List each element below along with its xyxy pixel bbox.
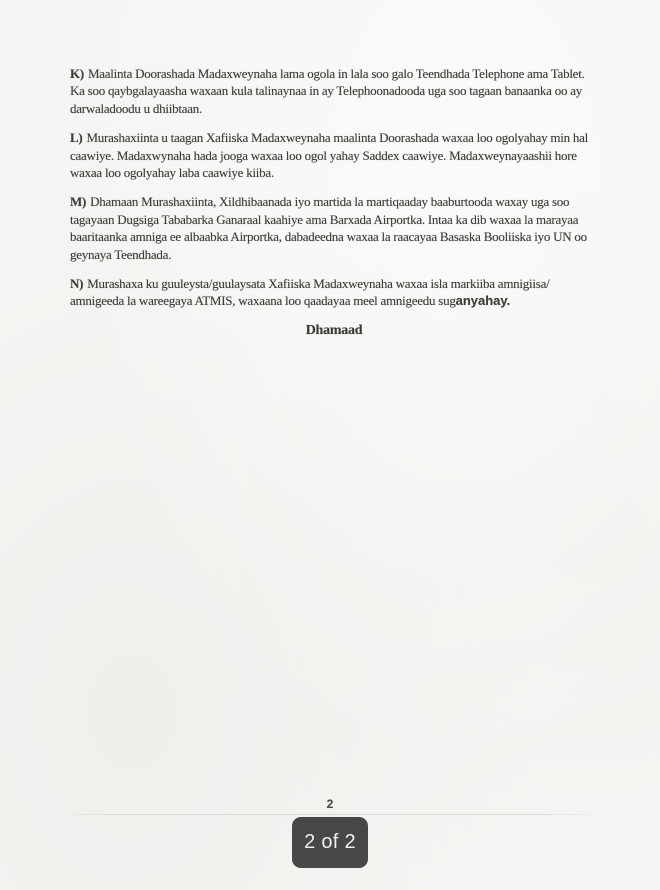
paragraph-l-label: L) xyxy=(70,130,83,146)
page-bottom-divider xyxy=(55,814,603,815)
paragraph-k xyxy=(70,65,598,117)
printed-page-number: 2 xyxy=(326,797,334,811)
paragraph-m-label: M) xyxy=(70,194,87,210)
paragraph-k-text: Maalinta Doorashada Madaxweynaha lama ogola in lala soo galo Teendhada Telephone ama Tablet. Ka soo qaybgalayaasha waxaan kula talinaynaa in ay Telephoonadooda uga soo tagaan banaanka oo ay darwaladoodu u dhiibtaan. xyxy=(70,66,585,116)
page-indicator-toast: 2 of 2 xyxy=(292,817,368,868)
document-text-block xyxy=(70,65,598,339)
paragraph-l-text: Murashaxiinta u taagan Xafiiska Madaxweynaha maalinta Doorashada waxaa loo ogolyahay min hal caawiye. Madaxwynaha hada jooga waxaa loo ogol yahay Saddex caawiye. Madaxweynayaashii hore waxaa loo ogolyahay laba caawiye kiiba. xyxy=(70,130,589,181)
paragraph-n-label: N) xyxy=(70,276,84,292)
paragraph-n xyxy=(70,275,598,310)
paragraph-m xyxy=(70,193,598,263)
paragraph-l xyxy=(70,129,598,181)
paragraph-n-text: Murashaxa ku guuleysta/guulaysata Xafiiska Madaxweynaha waxaa isla markiiba amnigiisa/ amnigeeda la wareegaya ATMIS, waxaana loo qaadayaa meel amnigeedu sug xyxy=(70,276,550,309)
paragraph-k-label: K) xyxy=(70,66,84,81)
paragraph-n-bold-suffix: anyahay. xyxy=(455,293,511,309)
closing-heading: Dhamaad xyxy=(305,322,363,338)
paragraph-m-text: Dhamaan Murashaxiinta, Xildhibaanada iyo martida la martiqaaday baaburtooda waxay uga soo tagayaan Dugsiga Tababarka Ganaraal kaahiye ama Barxada Airportka. Intaa ka dib waxaa la marayaa baaritaanka amniga ee albaabka Airportka, dabadeedna waxaa la raacayaa Basaska Booliiska iyo UN oo geynaya Teendhada. xyxy=(70,194,587,262)
